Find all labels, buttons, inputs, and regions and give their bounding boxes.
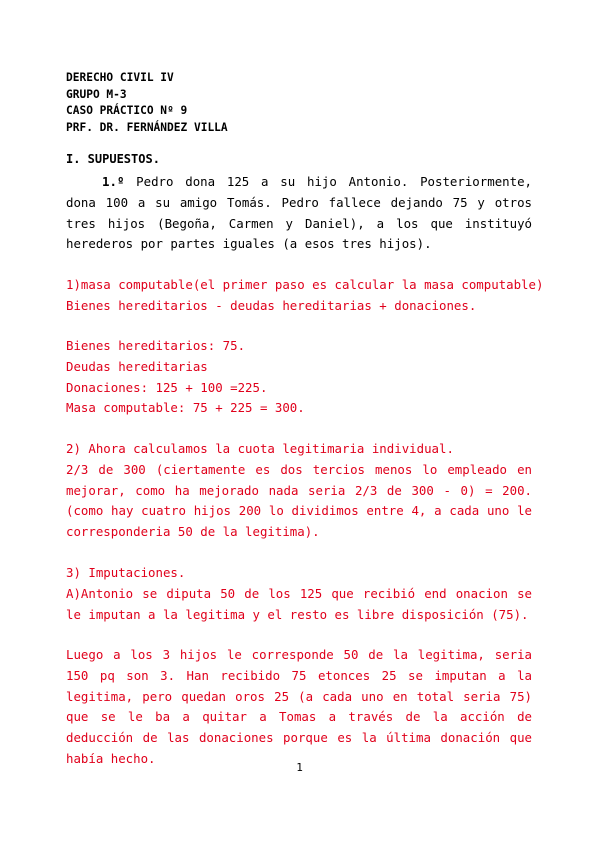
group-label: GRUPO M-3 [66,87,127,101]
course-title: DERECHO CIVIL IV [66,71,174,84]
step2-body: 2/3 de 300 (ciertamente es dos tercios menos lo empleado en mejorar, como ha mejorado nada seria 2/3 de 300 - 0) = 200. (como hay cuatro hijos 200 lo dividimos entre 4, a cada uno le corresponderia 50 de la legitima). [66,461,532,540]
section-title: I. SUPUESTOS. [66,152,160,166]
step1-heading: 1)masa computable(el primer paso es calcular la masa computable) [66,277,544,292]
step3-block [66,563,532,625]
donations: Donaciones: 125 + 100 =225. [66,379,268,395]
page-number: 1 [296,761,303,774]
document-header [66,70,228,136]
step2-heading: 2) Ahora calculamos la cuota legitimaria individual. [66,441,454,456]
step3-heading: 3) Imputaciones. [66,565,186,580]
step1-formula: Bienes hereditarios - deudas hereditarias + donaciones. [66,297,477,313]
case-text: Pedro dona 125 a su hijo Antonio. Posteriormente, dona 100 a su amigo Tomás. Pedro fallece dejando 75 y otros tres hijos (Begoña, Carmen y Daniel), a los que instituyó herederos por partes iguales (a esos tres hijos). [66,174,532,252]
step1-block [66,275,544,317]
computable-mass: Masa computable: 75 + 225 = 300. [66,400,305,416]
conclusion-body: Luego a los 3 hijos le corresponde 50 de la legitima, seria 150 pq son 3. Han recibido 75 etonces 25 se imputan a la legitima, pero quedan oros 25 (a cada uno en total seria 75) que se le ba a quitar a Tomas a través de la acción de deducción de las donaciones porque es la última donación que había hecho. [66,647,532,766]
values-block [66,336,532,419]
conclusion-block [66,645,532,770]
case-number: 1.º [102,174,125,189]
case-title: CASO PRÁCTICO Nº 9 [66,104,188,117]
hereditary-debts: Deudas hereditarias [66,358,208,374]
hereditary-assets: Bienes hereditarios: 75. [66,338,246,353]
case-statement [66,172,532,255]
step2-block [66,439,532,543]
step3-body: A)Antonio se diputa 50 de los 125 que recibió end onacion se le imputan a la legitima y el resto es libre disposición (75). [66,585,532,622]
professor-name: PRF. DR. FERNÁNDEZ VILLA [66,120,228,134]
